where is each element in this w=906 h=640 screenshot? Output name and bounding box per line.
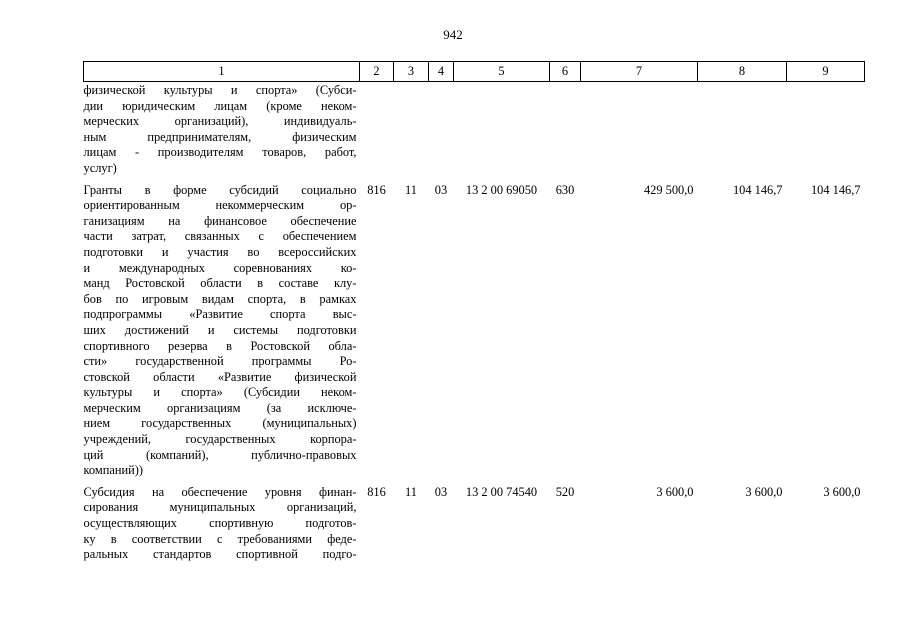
table-row [84,479,865,563]
description-line: бов по игровым видам спорта, в рамках [83,291,357,306]
budget-table [83,61,865,563]
row-subsection-code [429,82,454,177]
description-line: сирования муниципальных организаций, [83,500,357,515]
description-line: Субсидия на обеспечение уровня финан- [83,484,357,499]
table-row [84,82,865,177]
description-line: манд Ростовской области в составе клу- [83,276,357,291]
description-line: учреждений, государственных корпора- [83,432,357,447]
header-col-7: 7 [581,62,698,82]
description-line: стовской области «Развитие физической [83,369,357,384]
row-expense-type: 520 [555,484,575,499]
row-target-article: 13 2 00 74540 [465,484,538,499]
row-amount-col9: 3 600,0 [823,484,861,499]
description-line: ку в соответствии с требованиями феде- [83,531,357,546]
header-col-5: 5 [454,62,550,82]
row-target-article: 13 2 00 69050 [465,182,538,197]
row-amount-col8: 3 600,0 [745,484,783,499]
row-expense-type [550,82,581,177]
header-col-8: 8 [698,62,787,82]
header-col-3: 3 [394,62,429,82]
row-amount-col8 [698,82,787,177]
description-line: осуществляющих спортивную подготов- [83,516,357,531]
description-line: дии юридическим лицам (кроме неком- [83,98,357,113]
description-line: сти» государственной программы Ро- [83,354,357,369]
page-number: 942 [443,27,463,42]
row-amount-col9: 104 146,7 [810,182,861,197]
description-line: Гранты в форме субсидий социально [83,182,357,197]
table-header-row [84,62,865,82]
header-col-1: 1 [84,62,360,82]
table-row [84,177,865,479]
description-line: ориентированным некоммерческим ор- [83,198,357,213]
row-target-article [454,82,550,177]
row-amount-col7: 3 600,0 [656,484,694,499]
row-amount-col7 [581,82,698,177]
row-amount-col8: 104 146,7 [732,182,783,197]
description-line: мерческих организаций), индивидуаль- [83,114,357,129]
description-line: услуг) [83,160,117,175]
row-expense-type: 630 [555,182,575,197]
description-line: ших достижений и системы подготовки [83,322,357,337]
row-section-code [394,82,429,177]
row-section-code: 11 [405,484,417,499]
description-line: компаний)) [83,463,143,478]
description-line: физической культуры и спорта» (Субси- [83,83,357,97]
description-line: мерческим организациям (за исключе- [83,400,357,415]
header-col-4: 4 [429,62,454,82]
description-line: и международных соревнованиях ко- [83,260,357,275]
description-line: культуры и спорта» (Субсидии неком- [83,385,357,400]
row-ministry-code: 816 [367,484,386,499]
row-subsection-code: 03 [434,182,448,197]
header-col-2: 2 [360,62,394,82]
row-ministry-code [360,82,394,177]
row-description [84,479,360,563]
row-amount-col7: 429 500,0 [643,182,694,197]
description-line: нием государственных (муниципальных) [83,416,357,431]
row-description [84,177,360,479]
description-line: спортивного резерва в Ростовской обла- [83,338,357,353]
row-section-code: 11 [405,182,417,197]
description-line: ным предпринимателям, физическим [83,129,357,144]
row-ministry-code: 816 [367,182,386,197]
row-description [84,82,360,177]
description-line: части затрат, связанных с обеспечением [83,229,357,244]
description-line: подпрограммы «Развитие спорта выс- [83,307,357,322]
row-subsection-code: 03 [434,484,448,499]
description-line: подготовки и участия во всероссийских [83,244,357,259]
description-line: ганизациям на финансовое обеспечение [83,213,357,228]
row-amount-col9 [787,82,865,177]
header-col-9: 9 [787,62,865,82]
description-line: лицам - производителям товаров, работ, [83,145,357,160]
description-line: ральных стандартов спортивной подго- [83,547,357,562]
header-col-6: 6 [550,62,581,82]
description-line: ций (компаний), публично-правовых [83,447,357,462]
